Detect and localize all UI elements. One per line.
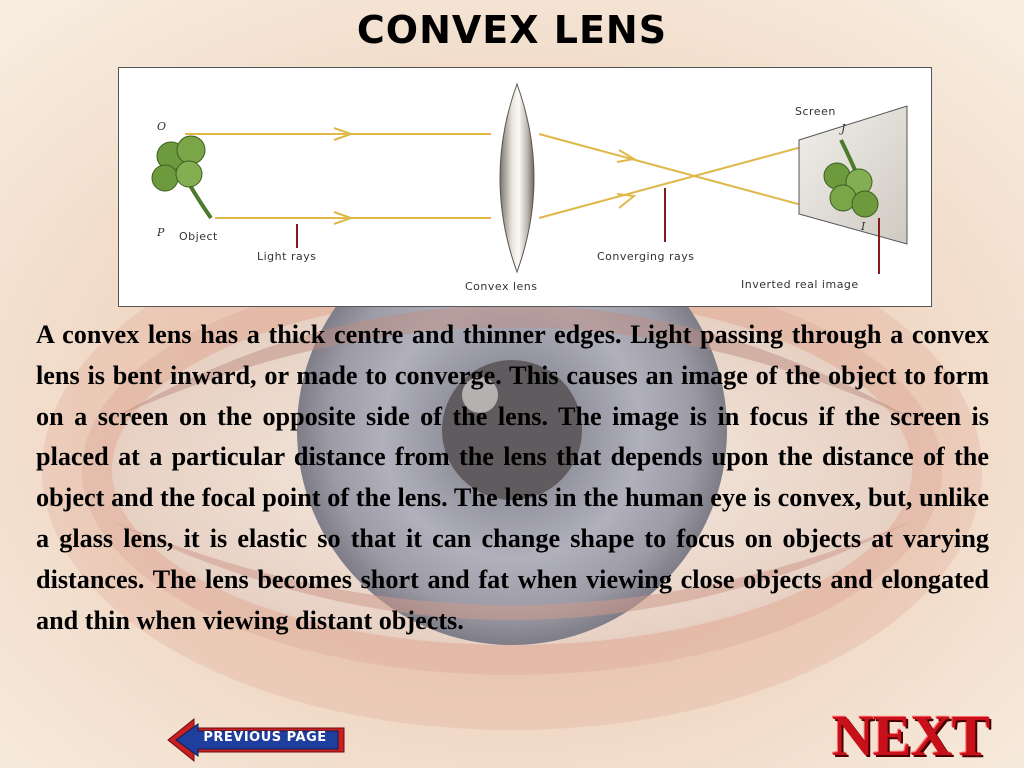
previous-page-label: PREVIOUS PAGE (203, 730, 327, 745)
point-p-label: P (157, 226, 165, 239)
incoming-light-rays (185, 128, 491, 224)
previous-page-button[interactable] (164, 716, 348, 764)
light-rays-label: Light rays (257, 250, 317, 263)
convex-lens-diagram (118, 67, 932, 307)
convex-lens-shape (500, 84, 534, 272)
convex-lens-label: Convex lens (465, 280, 538, 293)
lens-description-paragraph: A convex lens has a thick centre and thinner edges. Light passing through a convex lens is bent inward, or made to converge. This causes an image of the object to form on a screen on the opposite side of the lens. The image is in focus if the screen is placed at a particular distance from the lens that depends upon the distance of the object and the focal point of the lens. The lens in the human eye is convex, but, unlike a glass lens, it is elastic so that it can change shape to focus on objects at varying distances. The lens becomes short and fat when viewing close objects and elongated and thin when viewing distant objects. (36, 320, 989, 635)
converging-rays (539, 134, 835, 218)
page-title: CONVEX LENS (356, 8, 668, 52)
screen-label: Screen (795, 105, 836, 118)
point-j-label: J (841, 122, 846, 135)
next-button[interactable]: NEXT (832, 703, 990, 768)
object-clover-icon (152, 136, 211, 218)
diagram-svg (119, 68, 931, 306)
converging-rays-label: Converging rays (597, 250, 695, 263)
inverted-real-image-label: Inverted real image (741, 278, 859, 291)
point-i-label: I (861, 220, 866, 233)
point-o-label: O (157, 120, 167, 133)
object-label: Object (179, 230, 218, 243)
